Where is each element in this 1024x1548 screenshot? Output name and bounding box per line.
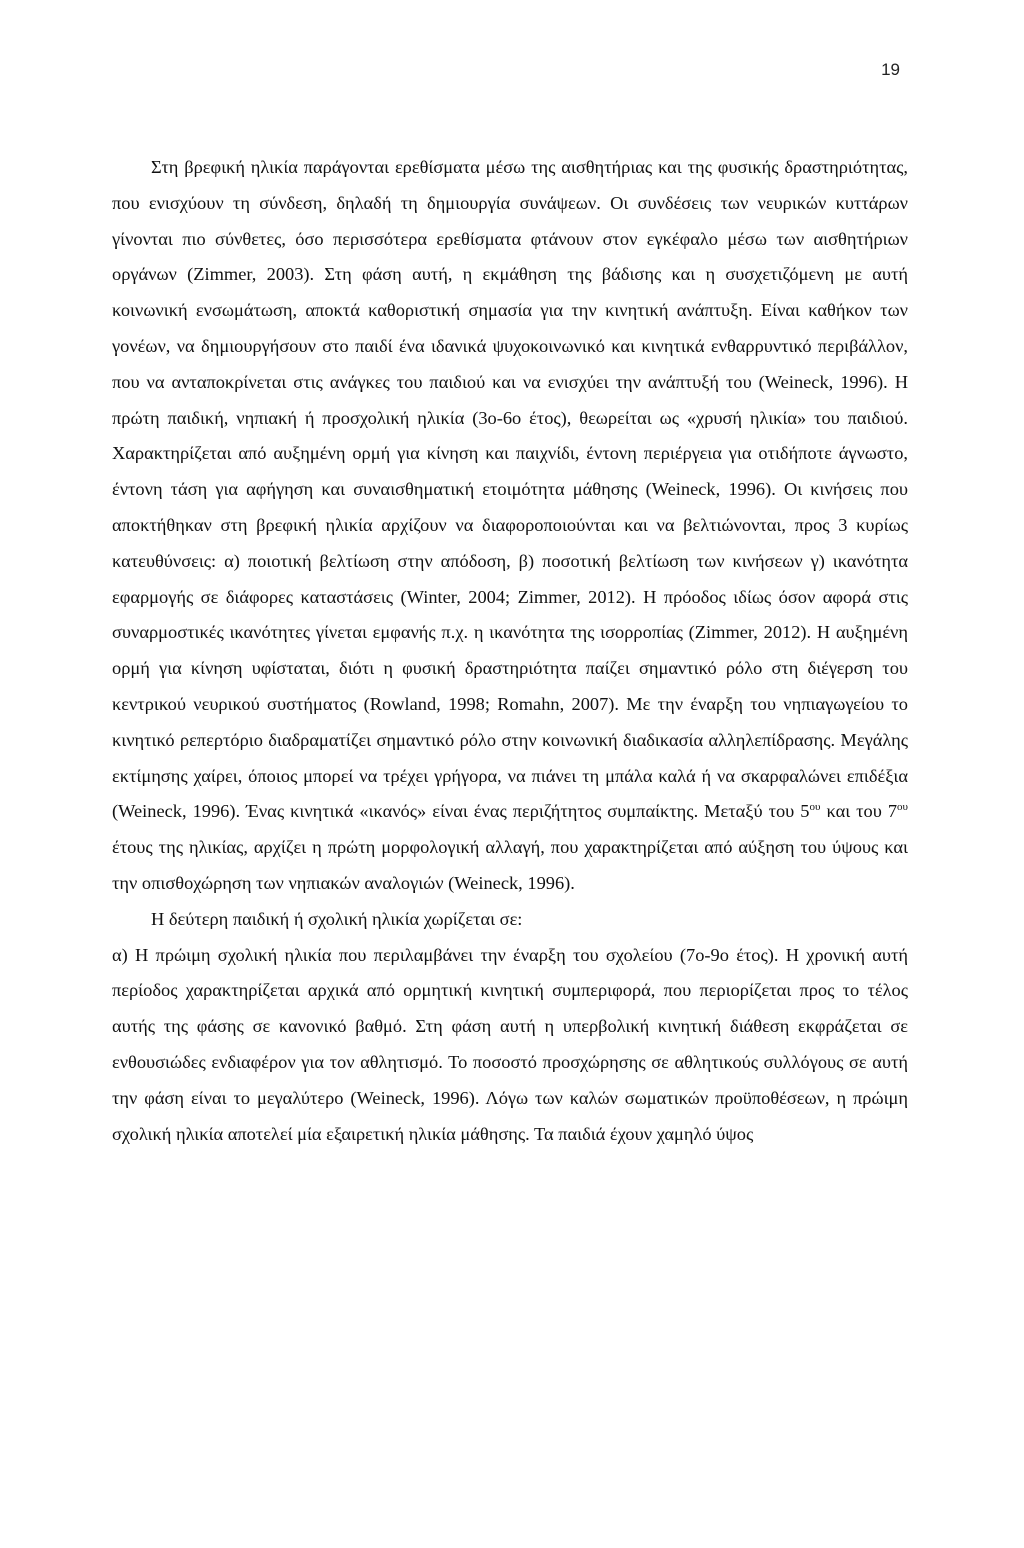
document-body [112, 150, 908, 1152]
ordinal-superscript: ου [809, 801, 821, 814]
paragraph-early-school-age: α) Η πρώιμη σχολική ηλικία που περιλαμβάνει την έναρξη του σχολείου (7ο-9ο έτος). Η χρονική αυτή περίοδος χαρακτηρίζεται αρχικά από ορμητική κινητική συμπεριφορά, που περιορίζεται προς το τέλος αυτής της φάσης σε κανονικό βαθμό. Στη φάση αυτή η υπερβολική κινητική διάθεση εκφράζεται σε ενθουσιώδες ενδιαφέρον για τον αθλητισμό. Το ποσοστό προσχώρησης σε αθλητικούς συλλόγους σε αυτή την φάση είναι το μεγαλύτερο (Weineck, 1996). Λόγω των καλών σωματικών προϋποθέσεων, η πρώιμη σχολική ηλικία αποτελεί μία εξαιρετική ηλικία μάθησης. Τα παιδιά έχουν χαμηλό ύψος [112, 944, 908, 1144]
page-number: 19 [881, 60, 900, 79]
paragraph-infancy-preschool [112, 150, 908, 902]
ordinal-superscript: ου [897, 801, 908, 814]
paragraph-text: και του 7 [820, 801, 898, 822]
paragraph-text: έτους της ηλικίας, αρχίζει η πρώτη μορφολογική αλλαγή, που χαρακτηρίζεται από αύξηση του ύψους και την οπισθοχώρηση των νηπιακών αναλογιών (Weineck, 1996). [112, 837, 908, 893]
paragraph-text: Στη βρεφική ηλικία παράγονται ερεθίσματα μέσω της αισθητήριας και της φυσικής δραστηριότητας, που ενισχύουν τη σύνδεση, δηλαδή τη δημιουργία συνάψεων. Οι συνδέσεις των νευρικών κυττάρων γίνονται πιο σύνθετες, όσο περισσότερα ερεθίσματα φτάνουν στον εγκέφαλο μέσω των αισθητήριων οργάνων (Zimmer, 2003). Στη φάση αυτή, η εκμάθηση της βάδισης και η συσχετιζόμενη με αυτή κοινωνική ενσωμάτωση, αποκτά καθοριστική σημασία για την κινητική ανάπτυξη. Είναι καθήκον των γονέων, να δημιουργήσουν στο παιδί ένα ιδανικά ψυχοκοινωνικό και κινητικά ενθαρρυντικό περιβάλλον, που να ανταποκρίνεται στις ανάγκες του παιδιού και να ενισχύει την ανάπτυξή του (Weineck, 1996). Η πρώτη παιδική, νηπιακή ή προσχολική ηλικία (3ο-6ο έτος), θεωρείται ως «χρυσή ηλικία» του παιδιού. Χαρακτηρίζεται από αυξημένη ορμή για κίνηση και παιχνίδι, έντονη περιέργεια για οτιδήποτε άγνωστο, έντονη τάση για αφήγηση και συναισθηματική ετοιμότητα μάθησης (Weineck, 1996). Οι κινήσεις που αποκτήθηκαν στη βρεφική ηλικία αρχίζουν να διαφοροποιούνται και να βελτιώνονται, προς 3 κυρίως κατευθύνσεις: α) ποιοτική βελτίωση στην απόδοση, β) ποσοτική βελτίωση των κινήσεων γ) ικανότητα εφαρμογής σε διάφορες καταστάσεις (Winter, 2004; Zimmer, 2012). Η πρόοδος ιδίως όσον αφορά στις συναρμοστικές ικανότητες γίνεται εμφανής π.χ. η ικανότητα της ισορροπίας (Zimmer, 2012). Η αυξημένη ορμή για κίνηση υφίσταται, διότι η φυσική δραστηριότητα παίζει σημαντικό ρόλο στη διέγερση του κεντρικού νευρικού συστήματος (Rowland, 1998; Romahn, 2007). Με την έναρξη του νηπιαγωγείου το κινητικό ρεπερτόριο διαδραματίζει σημαντικό ρόλο στην κοινωνική διαδικασία αλληλεπίδρασης. Μεγάλης εκτίμησης χαίρει, όποιος μπορεί να τρέχει γρήγορα, να πιάνει τη μπάλα καλά ή να σκαρφαλώνει επιδέξια (Weineck, 1996). Ένας κινητικά «ικανός» είναι ένας περιζήτητος συμπαίκτης. Μεταξύ του 5 [112, 157, 908, 822]
paragraph-school-age-intro: Η δεύτερη παιδική ή σχολική ηλικία χωρίζεται σε: [151, 908, 523, 929]
